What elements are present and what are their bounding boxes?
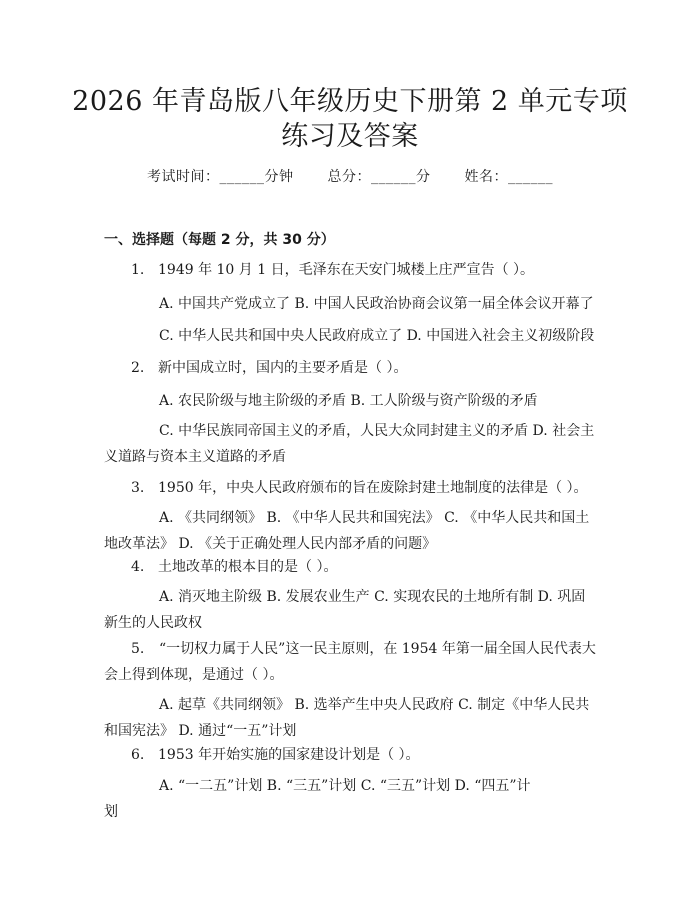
question-text-continued: 会上得到体现，是通过（ ）。 xyxy=(104,667,284,683)
question-1-options-c-d: C. 中华人民共和国中央人民政府成立了 D. 中国进入社会主义初级阶段 xyxy=(159,328,595,344)
option-line: C. 中华民族同帝国主义的矛盾，人民大众同封建主义的矛盾 D. 社会主 xyxy=(159,423,595,439)
question-1 xyxy=(131,260,601,280)
exam-meta xyxy=(0,166,700,186)
total-score-field: 总分：______分 xyxy=(327,169,431,185)
question-text: 新中国成立时，国内的主要矛盾是（ ）。 xyxy=(158,360,408,376)
question-number: 4. xyxy=(131,559,145,575)
option-line: A. 消灭地主阶级 B. 发展农业生产 C. 实现农民的土地所有制 D. 巩固 xyxy=(159,589,586,605)
question-5-options xyxy=(104,692,604,744)
section-heading-choice: 一、选择题（每题 2 分，共 30 分） xyxy=(104,232,335,248)
question-number: 2. xyxy=(131,360,145,376)
question-6-options xyxy=(104,773,604,825)
question-number: 3. xyxy=(131,480,145,496)
question-number: 6. xyxy=(131,747,145,763)
document-title-line-2: 练习及答案 xyxy=(281,121,419,152)
question-5 xyxy=(104,636,604,688)
question-text: 1953 年开始实施的国家建设计划是（ ）。 xyxy=(158,747,420,763)
question-text: “一切权力属于人民”这一民主原则，在 1954 年第一届全国人民代表大 xyxy=(159,641,596,657)
question-6 xyxy=(131,745,601,765)
question-3 xyxy=(131,478,601,498)
option-line-continued: 义道路与资本主义道路的矛盾 xyxy=(104,449,286,465)
option-line-continued: 新生的人民政权 xyxy=(104,615,202,631)
question-2-options-a-b: A. 农民阶级与地主阶级的矛盾 B. 工人阶级与资产阶级的矛盾 xyxy=(159,393,538,409)
question-4 xyxy=(131,557,601,577)
question-number: 1. xyxy=(131,262,145,278)
question-2 xyxy=(131,358,601,378)
option-line: A. 起草《共同纲领》 B. 选举产生中央人民政府 C. 制定《中华人民共 xyxy=(159,697,590,713)
option-line-continued: 和国宪法》 D. 通过“一五”计划 xyxy=(104,723,297,739)
question-text: 土地改革的根本目的是（ ）。 xyxy=(158,559,338,575)
option-line-continued: 划 xyxy=(104,804,118,820)
option-line: A. “一二五”计划 B. “三五”计划 C. “三五”计划 D. “四五”计 xyxy=(159,778,531,794)
question-1-options-a-b: A. 中国共产党成立了 B. 中国人民政治协商会议第一届全体会议开幕了 xyxy=(159,296,594,312)
question-4-options xyxy=(104,584,604,636)
question-text: 1950 年，中央人民政府颁布的旨在废除封建土地制度的法律是（ ）。 xyxy=(158,480,588,496)
student-name-field: 姓名：______ xyxy=(464,169,553,185)
question-number: 5. xyxy=(131,641,145,657)
document-title-line-1: 2026 年青岛版八年级历史下册第 2 单元专项 xyxy=(72,86,628,117)
question-text: 1949 年 10 月 1 日，毛泽东在天安门城楼上庄严宣告（ ）。 xyxy=(158,262,535,278)
exam-time-field: 考试时间：______分钟 xyxy=(147,169,294,185)
question-2-options-c-d xyxy=(104,418,604,470)
option-line-continued: 地改革法》 D. 《关于正确处理人民内部矛盾的问题》 xyxy=(104,536,437,552)
option-line: A. 《共同纲领》 B. 《中华人民共和国宪法》 C. 《中华人民共和国土 xyxy=(159,510,590,526)
question-3-options xyxy=(104,505,604,557)
